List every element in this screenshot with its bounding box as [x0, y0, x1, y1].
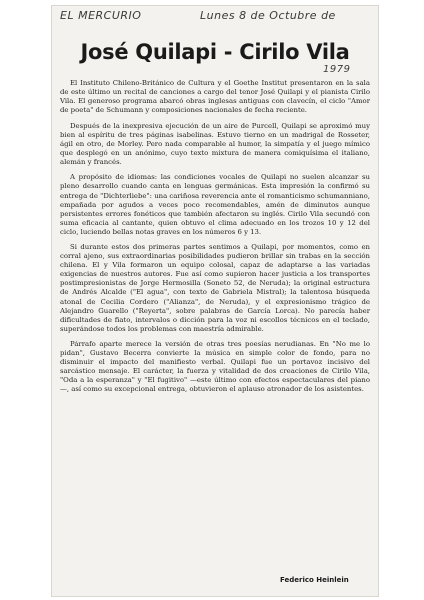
article-paragraph: Párrafo aparte merece la versión de otras tres poesías nerudianas. En "No me lo pidan", Gustavo Becerra convierte la música en simple color de fondo, para no disminuir el impacto del manifiesto verbal. Quilapi fue un portavoz incisivo del sarcástico mensaje. El carácter, la fuerza y vitalidad de dos creaciones de Cirilo Vila, "Oda a la esperanza" y "El fugitivo" —este último con efectos espectaculares del piano—, así como su excepcional entrega, obtuvieron el aplauso atronador de los asistentes. — [60, 340, 370, 394]
article-paragraph: El Instituto Chileno-Británico de Cultura y el Goethe Institut presentaron en la sala de este último un recital de canciones a cargo del tenor José Quilapi y el pianista Cirilo Vila. El generoso programa abarcó obras inglesas antiguas con clavecín, el ciclo "Amor de poeta" de Schumann y composiciones nacionales de fecha reciente. — [60, 79, 370, 115]
handwritten-year: 1979 — [323, 64, 351, 75]
author-signature: Federico Heinlein — [280, 576, 349, 584]
article-title: José Quilapi - Cirilo Vila — [80, 40, 350, 65]
article-paragraph: Después de la inexpresiva ejecución de un aire de Purcell, Quilapi se aproximó muy bien al espíritu de tres páginas isabelinas. Estuvo tierno en un madrigal de Rosseter, ágil en otro, de Morley. Pero nada comparable al humor, la simpatía y el juego mímico que desplegó en un anónimo, cuyo texto mixtura de manera comiquísima el italiano, alemán y francés. — [60, 121, 370, 166]
handwritten-date: Lunes 8 de Octubre de — [200, 9, 336, 22]
handwritten-newspaper-name: EL MERCURIO — [60, 9, 142, 22]
article-body — [60, 79, 370, 401]
article-paragraph: Si durante estos dos primeras partes sentimos a Quilapi, por momentos, como en corral ajeno, sus extraordinarias posibilidades pudieron brillar sin trabas en la sección chilena. El y Vila formaron un equipo colosal, capaz de adaptarse a las variadas exigencias de nuestros autores. Fue así como supieron hacer justicia a los transportes postimpresionistas de Jorge Hermosilla (Soneto 52, de Neruda); la original estructura de Andrés Alcalde ("El agua", con texto de Gabriela Mistral); la talentosa búsqueda atonal de Cecilia Cordero ("Alianza", de Neruda), y el expresionismo trágico de Alejandro Guarello ("Reyerta", sobre palabras de García Lorca). No parecía haber dificultades de fiato, intervalos o dicción para la voz ni escollos técnicos en el teclado, superándose todos los problemas con maestría admirable. — [60, 243, 370, 333]
article-paragraph: A propósito de idiomas: las condiciones vocales de Quilapi no suelen alcanzar su pleno desarrollo cuando canta en lenguas germánicas. Esta impresión la confirmó su entrega de "Dichterliebe": una cariñosa reverencia ante el romanticismo schumanniano, empañada por agudos a veces poco recomendables, amén de diminutos aunque persistentes errores fonéticos que también afectaron su inglés. Cirilo Vila secundó con suma eficacia al cantante, quien obtuvo el clima adecuado en los trozos 10 y 12 del ciclo, luciendo bellas notas graves en los números 6 y 13. — [60, 173, 370, 236]
